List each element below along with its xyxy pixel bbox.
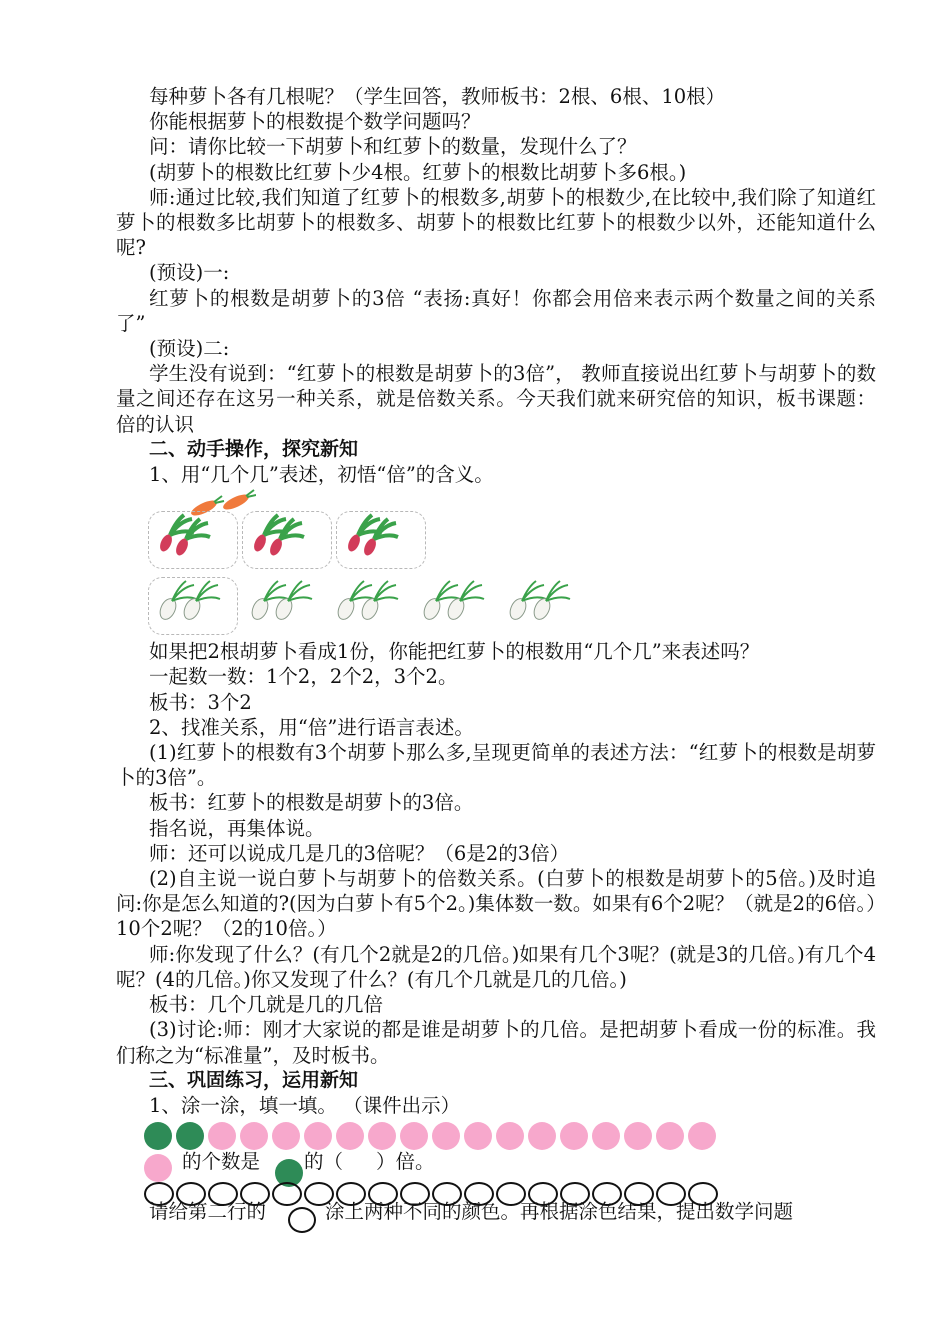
white-radish-image	[242, 579, 324, 631]
pink-circle	[592, 1122, 620, 1150]
paragraphs_a-paragraph: 每种萝卜各有几根呢？（学生回答，教师板书：2根、6根、10根）	[149, 85, 726, 108]
paragraphs_a-paragraph: (预设)一:	[149, 261, 230, 285]
pink-circle	[400, 1122, 428, 1150]
white-radish-image	[150, 579, 232, 631]
blank-circle-sample	[288, 1207, 316, 1233]
blank-circle[interactable]	[272, 1182, 302, 1206]
paragraphs_a-paragraph: 问：请你比较一下胡萝卜和红萝卜的数量，发现什么了？	[149, 135, 637, 159]
paragraphs_b-paragraph: 板书：几个几就是几的几倍	[149, 993, 384, 1017]
pink-circle	[336, 1122, 364, 1150]
paragraphs_b-paragraph: (3)讨论:师：刚才大家说的都是谁是胡萝卜的几倍。是把胡萝卜看成一份的标准。我们称之为“标准量”，及时板书。	[116, 1018, 876, 1067]
red-radish-image	[246, 513, 328, 565]
section-heading-3: 三、巩固练习，运用新知	[149, 1068, 359, 1091]
section-heading-2: 二、动手操作，探究新知	[149, 437, 359, 460]
exercise-line-part-1: 的个数是	[182, 1150, 261, 1174]
paragraphs_b-paragraph: 板书：3个2	[149, 690, 252, 714]
document-body	[116, 84, 876, 1228]
green-circle	[176, 1122, 204, 1150]
paragraphs_b-paragraph: (1)红萝卜的根数有3个胡萝卜那么多,呈现更简单的表述方法：“红萝卜的根数是胡萝卜的3倍”。	[116, 741, 876, 790]
red-radish-image	[152, 513, 234, 565]
pink-circle	[240, 1122, 268, 1150]
pink-circle	[624, 1122, 652, 1150]
pink-circle	[304, 1122, 332, 1150]
pink-circle	[464, 1122, 492, 1150]
paragraphs_b-paragraph: 指名说，再集体说。	[149, 816, 325, 840]
paragraphs_b-paragraph: 师:你发现了什么？(有几个2就是2的几倍。)如果有几个3呢？(就是3的几倍。)有几个4呢？(4的几倍。)你又发现了什么？(有几个几就是几的几倍。)	[116, 942, 876, 991]
white-radish-image	[328, 579, 410, 631]
pink-circle	[688, 1122, 716, 1150]
pink-circle	[208, 1122, 236, 1150]
exercise-line-part-3: ）倍。	[376, 1150, 435, 1174]
exercise-line-part-2: 的（	[304, 1150, 344, 1174]
pink-circle	[560, 1122, 588, 1150]
exercise-instruction-part-1: 请给第二行的	[149, 1200, 267, 1224]
carrot-icon	[221, 490, 256, 512]
step-1-text: 1、用“几个几”表述，初悟“倍”的含义。	[149, 463, 494, 487]
radish-illustration	[116, 489, 876, 635]
paragraphs_b-paragraph: 一起数一数：1个2，2个2，3个2。	[149, 665, 458, 689]
pink-circle	[432, 1122, 460, 1150]
paragraphs_a-paragraph: 红萝卜的根数是胡萝卜的3倍 “表扬:真好！你都会用倍来表示两个数量之间的关系了”	[116, 286, 876, 335]
paragraphs_b-paragraph: (2)自主说一说白萝卜与胡萝卜的倍数关系。(白萝卜的根数是胡萝卜的5倍。)及时追问:你是怎么知道的?(因为白萝卜有5个2。)集体数一数。如果有6个2呢？（就是2的6倍。）10个2呢？（2的10倍。）	[116, 867, 876, 941]
pink-circle	[528, 1122, 556, 1150]
paragraphs_b-paragraph: 师：还可以说成几是几的3倍呢？（6是2的3倍）	[149, 841, 570, 865]
paragraphs_a-paragraph: 学生没有说到：“红萝卜的根数是胡萝卜的3倍”， 教师直接说出红萝卜与胡萝卜的数量之间还存在这另一种关系，就是倍数关系。今天我们就来研究倍的知识，板书课题：倍的认识	[116, 362, 876, 436]
pink-circle	[496, 1122, 524, 1150]
paragraphs_b-paragraph: 2、找准关系，用“倍”进行语言表述。	[149, 715, 474, 739]
exercise-title: 1、涂一涂，填一填。 （课件出示）	[149, 1093, 461, 1117]
pink-circle-sample	[144, 1154, 172, 1182]
circle-exercise	[116, 1118, 876, 1228]
red-radish-image	[340, 513, 422, 565]
white-radish-image	[500, 579, 582, 631]
pink-circle	[368, 1122, 396, 1150]
exercise-instruction-part-2: 涂上两种不同的颜色。再根据涂色结果，提出数学问题	[325, 1200, 794, 1224]
paragraphs_a-paragraph: (预设)二:	[149, 337, 230, 361]
paragraphs_a-paragraph: (胡萝卜的根数比红萝卜少4根。红萝卜的根数比胡萝卜多6根。)	[149, 160, 687, 184]
paragraphs_b-paragraph: 板书：红萝卜的根数是胡萝卜的3倍。	[149, 791, 474, 815]
pink-circle	[656, 1122, 684, 1150]
paragraphs_a-paragraph: 你能根据萝卜的根数提个数学问题吗？	[149, 110, 481, 134]
white-radish-image	[414, 579, 496, 631]
paragraphs_b-paragraph: 如果把2根胡萝卜看成1份，你能把红萝卜的根数用“几个几”来表述吗？	[149, 640, 760, 664]
paragraphs_a-paragraph: 师:通过比较,我们知道了红萝卜的根数多,胡萝卜的根数少,在比较中,我们除了知道红萝卜的根数多比胡萝卜的根数多、胡萝卜的根数比红萝卜的根数少以外，还能知道什么呢?	[116, 185, 876, 260]
green-circle	[144, 1122, 172, 1150]
pink-circle	[272, 1122, 300, 1150]
